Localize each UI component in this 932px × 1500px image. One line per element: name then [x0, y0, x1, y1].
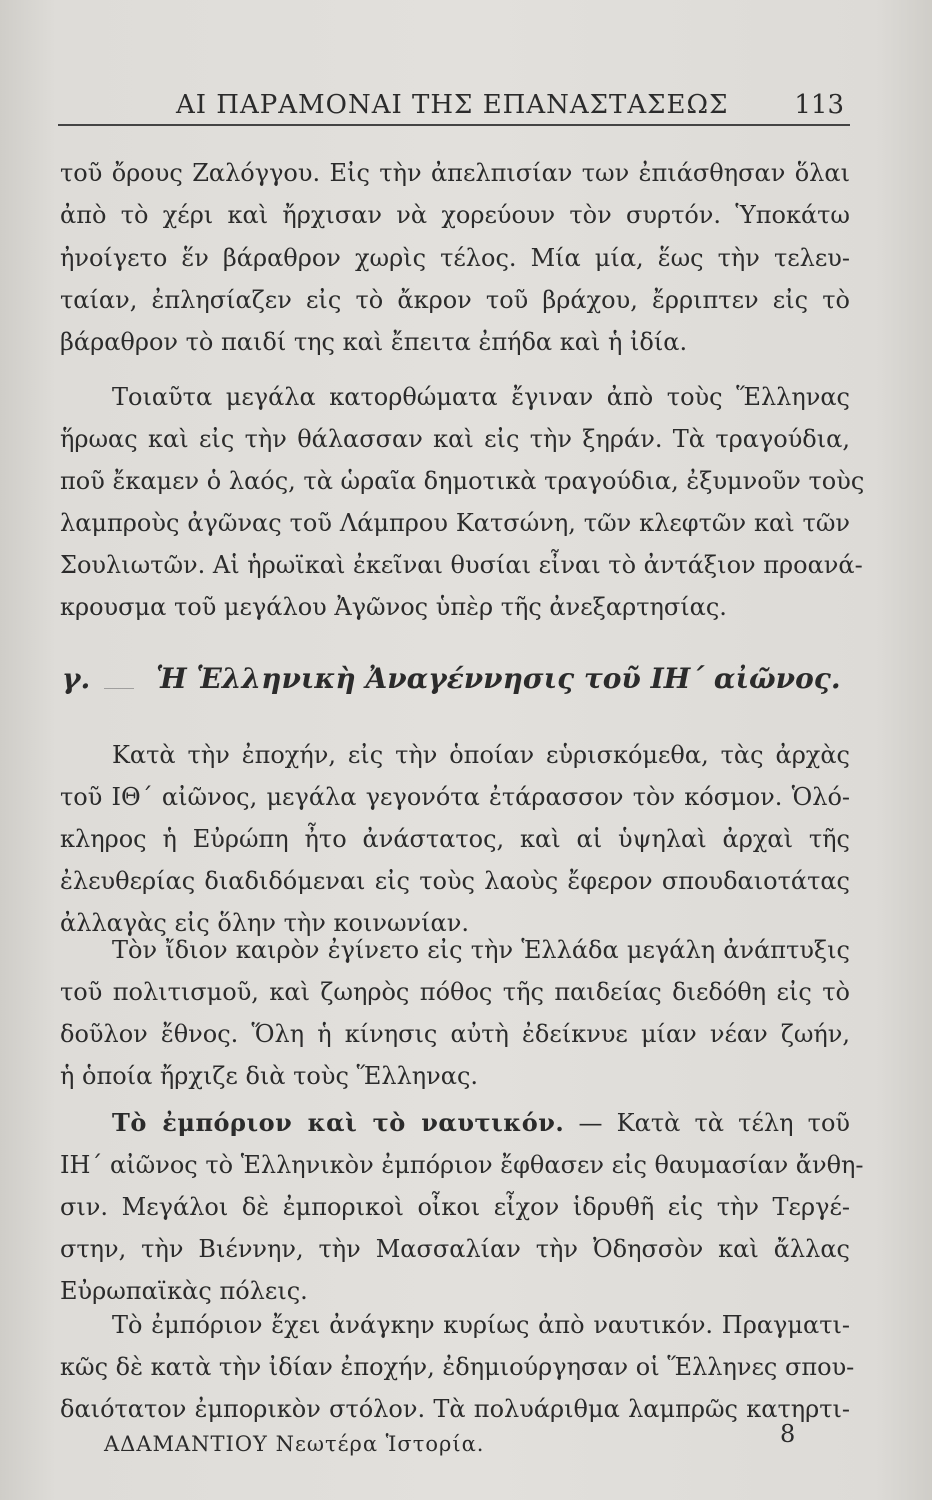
text-line: λαμπροὺς ἀγῶνας τοῦ Λάμπρου Κατσώνη, τῶν κλεφτῶν καὶ τῶν: [60, 509, 850, 537]
text-line: δαιότατον ἐμπορικὸν στόλον. Τὰ πολυάριθμα λαμπρῶς κατηρτι-: [60, 1395, 850, 1423]
text-line: στην, τὴν Βιέννην, τὴν Μασσαλίαν τὴν Ὀδησσὸν καὶ ἄλλας: [60, 1235, 850, 1263]
text-line: Κατὰ τὴν ἐποχήν, εἰς τὴν ὁποίαν εὑρισκόμεθα, τὰς ἀρχὰς: [112, 741, 850, 769]
text-line: τοῦ ὄρους Ζαλόγγου. Εἰς τὴν ἀπελπισίαν των ἐπιάσθησαν ὅλαι: [60, 159, 850, 187]
text-line: σιν. Μεγάλοι δὲ ἐμπορικοὶ οἶκοι εἶχον ἱδρυθῆ εἰς τὴν Τεργέ-: [60, 1193, 850, 1221]
text-line: τοῦ ΙΘ΄ αἰῶνος, μεγάλα γεγονότα ἐτάρασσον τὸν κόσμον. Ὁλό-: [60, 783, 850, 811]
run-in-text: — Κατὰ τὰ τέλη τοῦ: [578, 1109, 850, 1137]
text-line: ἐλευθερίας διαδιδόμεναι εἰς τοὺς λαοὺς ἔφερον σπουδαιοτάτας: [60, 867, 850, 895]
text-line: ἀπὸ τὸ χέρι καὶ ἤρχισαν νὰ χορεύουν τὸν συρτόν. Ὑποκάτω: [60, 201, 850, 229]
text-line: [112, 1108, 850, 1138]
section-heading: [62, 662, 842, 695]
text-line: δοῦλον ἔθνος. Ὅλη ἡ κίνησις αὐτὴ ἐδείκνυε μίαν νέαν ζωήν,: [60, 1020, 850, 1048]
running-title: ΑΙ ΠΑΡΑΜΟΝΑΙ ΤΗΣ ΕΠΑΝΑΣΤΑΣΕΩΣ: [176, 90, 729, 120]
section-letter: γ.: [62, 662, 91, 695]
page-header: [58, 88, 850, 126]
pencil-mark: [104, 688, 134, 689]
text-line: ἡ ὁποία ἤρχιζε διὰ τοὺς Ἕλληνας.: [60, 1062, 479, 1090]
text-line: βάραθρον τὸ παιδί της καὶ ἔπειτα ἐπήδα καὶ ἡ ἰδία.: [60, 328, 688, 356]
text-line: ἠνοίγετο ἕν βάραθρον χωρὶς τέλος. Μία μία, ἕως τὴν τελευ-: [60, 244, 850, 272]
text-line: Τὸ ἐμπόριον ἔχει ἀνάγκην κυρίως ἀπὸ ναυτικόν. Πραγματι-: [112, 1311, 850, 1339]
text-line: ποῦ ἔκαμεν ὁ λαός, τὰ ὡραῖα δημοτικὰ τραγούδια, ἐξυμνοῦν τοὺς: [60, 467, 865, 495]
page-number: 113: [794, 90, 844, 120]
text-line: Τοιαῦτα μεγάλα κατορθώματα ἔγιναν ἀπὸ τοὺς Ἕλληνας: [112, 383, 850, 411]
text-line: Σουλιωτῶν. Αἱ ἡρωϊκαὶ ἐκεῖναι θυσίαι εἶναι τὸ ἀντάξιον προανά-: [60, 551, 863, 579]
text-line: Τὸν ἴδιον καιρὸν ἐγίνετο εἰς τὴν Ἑλλάδα μεγάλη ἀνάπτυξις: [112, 936, 850, 964]
text-line: κῶς δὲ κατὰ τὴν ἰδίαν ἐποχήν, ἐδημιούργησαν οἱ Ἕλληνες σπου-: [60, 1353, 855, 1381]
section-title: Ἡ Ἑλληνικὴ Ἀναγέννησις τοῦ ΙΗ΄ αἰῶνος.: [155, 662, 841, 695]
text-line: ἥρωας καὶ εἰς τὴν θάλασσαν καὶ εἰς τὴν ξηράν. Τὰ τραγούδια,: [60, 425, 850, 453]
run-in-heading: Τὸ ἐμπόριον καὶ τὸ ναυτικόν.: [112, 1108, 565, 1137]
text-line: ΙΗ΄ αἰῶνος τὸ Ἑλληνικὸν ἐμπόριον ἔφθασεν εἰς θαυμασίαν ἄνθη-: [60, 1151, 864, 1179]
text-line: Εὐρωπαϊκὰς πόλεις.: [60, 1277, 308, 1305]
text-line: τοῦ πολιτισμοῦ, καὶ ζωηρὸς πόθος τῆς παιδείας διεδόθη εἰς τὸ: [60, 978, 850, 1006]
text-line: ταίαν, ἐπλησίαζεν εἰς τὸ ἄκρον τοῦ βράχου, ἔρριπτεν εἰς τὸ: [60, 286, 850, 314]
text-line: κρουσμα τοῦ μεγάλου Ἀγῶνος ὑπὲρ τῆς ἀνεξαρτησίας.: [60, 593, 727, 621]
signature-number: 8: [780, 1420, 796, 1448]
footer-author: ΑΔΑΜΑΝΤΙΟΥ Νεωτέρα Ἱστορία.: [104, 1432, 485, 1456]
text-line: κληρος ἡ Εὐρώπη ἦτο ἀνάστατος, καὶ αἱ ὑψηλαὶ ἀρχαὶ τῆς: [60, 825, 850, 853]
text-line: ἀλλαγὰς εἰς ὅλην τὴν κοινωνίαν.: [60, 909, 469, 937]
